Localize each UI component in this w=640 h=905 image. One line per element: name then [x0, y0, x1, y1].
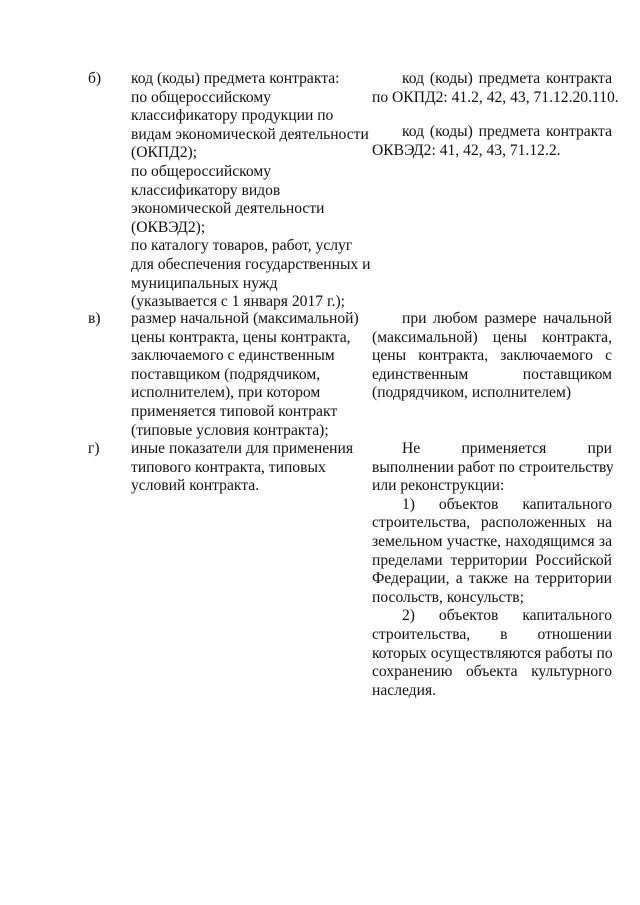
value-line: строительства, расположенных на [372, 514, 612, 532]
value-line: код (коды) предмета контракта [402, 70, 612, 87]
description-line: (ОКПД2); [131, 144, 198, 162]
description-line: по общероссийскому [131, 162, 272, 180]
description-line: (указывается с 1 января 2017 г.); [131, 293, 346, 311]
value-line: код (коды) предмета контракта [402, 123, 612, 140]
description-line: код (коды) предмета контракта: [131, 70, 340, 87]
value-line: или реконструкции: [372, 477, 505, 495]
description-line: классификатору видов [131, 181, 281, 199]
value-line: по ОКПД2: 41.2, 42, 43, 71.12.20.110. [372, 88, 619, 106]
description-line: цены контракта, цены контракта, [131, 328, 351, 346]
description-line: иные показатели для применения [131, 440, 354, 457]
item-b-value-okved2 [372, 123, 612, 160]
description-line: видам экономической деятельности [131, 125, 369, 143]
item-g-value [372, 440, 612, 700]
value-line: ОКВЭД2: 41, 42, 43, 71.12.2. [372, 141, 561, 159]
value-line: Федерации, а также на территории [372, 570, 612, 588]
description-line: (ОКВЭД2); [131, 218, 206, 236]
value-line: земельном участке, находящимся за [372, 532, 612, 550]
description-line: применяется типовой контракт [131, 402, 338, 420]
value-line: которых осуществляются работы по [372, 644, 613, 662]
item-marker-v: в) [88, 310, 101, 327]
value-line: 1) объектов капитального [402, 495, 612, 513]
value-line: выполнении работ по строительству [372, 458, 614, 476]
description-line: поставщиком (подрядчиком, [131, 365, 321, 383]
value-line: посольств, консульств; [372, 588, 524, 606]
item-marker-g: г) [88, 440, 100, 457]
description-line: заключаемого с единственным [131, 347, 335, 365]
description-line: муниципальных нужд [131, 274, 278, 292]
description-line: экономической деятельности [131, 200, 325, 218]
description-line: по каталогу товаров, работ, услуг [131, 237, 353, 255]
description-line: по общероссийскому [131, 88, 272, 106]
description-line: классификатору продукции по [131, 107, 334, 125]
value-line: (максимальной) цены контракта, [372, 328, 612, 346]
value-line: при любом размере начальной [402, 310, 612, 327]
value-line: наследия. [372, 681, 437, 699]
item-b-value-okpd2 [372, 70, 619, 107]
description-line: исполнителем), при котором [131, 384, 321, 402]
value-line: единственным поставщиком [372, 365, 612, 383]
item-marker-b: б) [88, 70, 102, 87]
description-line: (типовые условия контракта); [131, 421, 329, 439]
item-b-description [131, 70, 371, 312]
value-line: Не применяется при [402, 440, 612, 457]
description-line: размер начальной (максимальной) [131, 310, 359, 327]
value-line: строительства, в отношении [372, 625, 612, 643]
item-g-description [131, 440, 371, 496]
item-v-value [372, 310, 612, 403]
value-line: (подрядчиком, исполнителем) [372, 384, 572, 402]
description-line: условий контракта. [131, 477, 260, 495]
item-v-description [131, 310, 371, 440]
value-line: цены контракта, заключаемого с [372, 347, 612, 365]
value-line: сохранению объекта культурного [372, 663, 612, 681]
description-line: для обеспечения государственных и [131, 255, 371, 273]
value-line: 2) объектов капитального [402, 607, 612, 625]
value-line: пределами территории Российской [372, 551, 612, 569]
description-line: типового контракта, типовых [131, 458, 326, 476]
